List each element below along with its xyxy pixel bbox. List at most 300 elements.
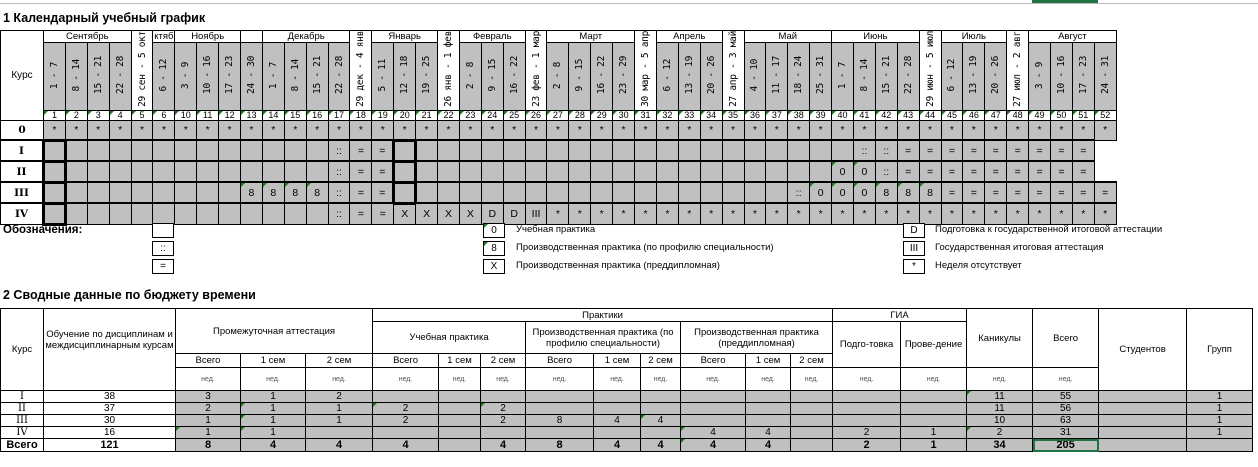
budget-cell[interactable]: 10 <box>967 415 1033 427</box>
schedule-cell[interactable]: * <box>503 120 525 140</box>
schedule-cell[interactable] <box>613 182 635 203</box>
schedule-cell[interactable]: * <box>744 203 766 224</box>
schedule-cell[interactable] <box>262 161 284 182</box>
budget-cell[interactable]: 31 <box>1033 427 1099 439</box>
schedule-cell[interactable]: 8 <box>875 182 897 203</box>
schedule-cell[interactable] <box>766 140 788 161</box>
schedule-cell[interactable]: :: <box>875 140 897 161</box>
schedule-cell[interactable] <box>284 203 306 224</box>
budget-cell[interactable] <box>833 403 901 415</box>
schedule-cell[interactable] <box>525 182 547 203</box>
budget-cell[interactable]: 3 <box>176 391 241 403</box>
schedule-cell[interactable] <box>44 182 66 203</box>
schedule-cell[interactable] <box>197 203 219 224</box>
budget-cell[interactable] <box>641 427 681 439</box>
schedule-cell[interactable] <box>613 161 635 182</box>
schedule-cell[interactable]: * <box>262 120 284 140</box>
budget-cell[interactable]: 4 <box>681 439 746 452</box>
schedule-cell[interactable]: III <box>525 203 547 224</box>
schedule-cell[interactable]: * <box>832 203 854 224</box>
schedule-cell[interactable]: * <box>1007 120 1029 140</box>
schedule-cell[interactable]: * <box>372 120 394 140</box>
schedule-cell[interactable] <box>744 161 766 182</box>
schedule-cell[interactable]: = <box>897 140 919 161</box>
schedule-cell[interactable] <box>241 161 263 182</box>
schedule-cell[interactable]: * <box>613 120 635 140</box>
budget-cell[interactable]: 1 <box>306 403 373 415</box>
budget-cell[interactable]: 56 <box>1033 403 1099 415</box>
schedule-cell[interactable] <box>416 161 438 182</box>
schedule-cell[interactable] <box>547 161 569 182</box>
budget-cell[interactable]: 4 <box>746 427 791 439</box>
budget-cell[interactable]: 2 <box>481 403 526 415</box>
schedule-cell[interactable]: * <box>241 120 263 140</box>
schedule-cell[interactable] <box>591 182 613 203</box>
schedule-cell[interactable] <box>65 140 87 161</box>
schedule-cell[interactable]: 8 <box>919 182 941 203</box>
schedule-cell[interactable] <box>394 182 416 203</box>
schedule-cell[interactable]: = <box>985 182 1007 203</box>
schedule-cell[interactable]: * <box>656 203 678 224</box>
schedule-cell[interactable]: * <box>197 120 219 140</box>
schedule-cell[interactable] <box>503 140 525 161</box>
schedule-cell[interactable]: * <box>766 203 788 224</box>
budget-cell[interactable] <box>1099 439 1187 452</box>
budget-cell[interactable] <box>746 391 791 403</box>
schedule-cell[interactable] <box>766 161 788 182</box>
schedule-cell[interactable]: = <box>1029 182 1051 203</box>
schedule-cell[interactable]: * <box>635 203 657 224</box>
budget-cell[interactable]: 1 <box>306 415 373 427</box>
schedule-cell[interactable]: = <box>963 182 985 203</box>
schedule-cell[interactable]: * <box>306 120 328 140</box>
budget-cell[interactable]: 4 <box>594 415 641 427</box>
budget-cell[interactable] <box>791 415 833 427</box>
schedule-cell[interactable]: * <box>678 120 700 140</box>
schedule-cell[interactable]: = <box>1050 140 1072 161</box>
schedule-cell[interactable] <box>416 182 438 203</box>
schedule-cell[interactable] <box>678 182 700 203</box>
schedule-cell[interactable] <box>219 182 241 203</box>
schedule-cell[interactable] <box>262 140 284 161</box>
budget-cell[interactable]: 4 <box>373 439 439 452</box>
schedule-cell[interactable]: * <box>175 120 197 140</box>
budget-cell[interactable] <box>791 439 833 452</box>
schedule-cell[interactable]: = <box>350 161 372 182</box>
schedule-cell[interactable]: * <box>875 120 897 140</box>
schedule-cell[interactable]: X <box>394 203 416 224</box>
schedule-cell[interactable] <box>394 161 416 182</box>
schedule-cell[interactable]: = <box>941 140 963 161</box>
schedule-cell[interactable]: * <box>897 203 919 224</box>
schedule-cell[interactable] <box>109 203 131 224</box>
schedule-cell[interactable] <box>569 161 591 182</box>
schedule-cell[interactable]: = <box>1007 140 1029 161</box>
schedule-cell[interactable]: * <box>810 203 832 224</box>
budget-cell[interactable]: 1 <box>241 415 306 427</box>
schedule-cell[interactable]: * <box>1094 120 1116 140</box>
budget-cell[interactable] <box>306 427 373 439</box>
schedule-cell[interactable] <box>459 140 481 161</box>
budget-cell[interactable]: 55 <box>1033 391 1099 403</box>
schedule-cell[interactable] <box>109 182 131 203</box>
schedule-cell[interactable]: * <box>153 120 175 140</box>
budget-cell[interactable] <box>1187 439 1253 452</box>
schedule-cell[interactable]: * <box>1050 203 1072 224</box>
schedule-cell[interactable]: 8 <box>262 182 284 203</box>
schedule-cell[interactable] <box>131 203 153 224</box>
schedule-cell[interactable] <box>284 140 306 161</box>
schedule-cell[interactable]: * <box>919 120 941 140</box>
schedule-cell[interactable]: * <box>1072 203 1094 224</box>
schedule-cell[interactable]: * <box>722 120 744 140</box>
schedule-cell[interactable]: * <box>569 120 591 140</box>
schedule-cell[interactable]: * <box>919 203 941 224</box>
schedule-cell[interactable] <box>153 203 175 224</box>
budget-cell[interactable] <box>791 427 833 439</box>
budget-cell[interactable]: 4 <box>306 439 373 452</box>
schedule-cell[interactable]: * <box>569 203 591 224</box>
schedule-cell[interactable]: = <box>1007 182 1029 203</box>
schedule-cell[interactable] <box>481 140 503 161</box>
schedule-cell[interactable]: :: <box>328 182 350 203</box>
schedule-cell[interactable]: = <box>963 161 985 182</box>
budget-cell[interactable] <box>833 391 901 403</box>
budget-cell[interactable] <box>373 391 439 403</box>
schedule-cell[interactable] <box>87 140 109 161</box>
schedule-cell[interactable]: 8 <box>284 182 306 203</box>
budget-cell[interactable]: 34 <box>967 439 1033 452</box>
schedule-cell[interactable] <box>219 203 241 224</box>
budget-cell[interactable]: 1 <box>1187 391 1253 403</box>
schedule-cell[interactable] <box>591 161 613 182</box>
budget-cell[interactable] <box>791 391 833 403</box>
schedule-cell[interactable]: = <box>1050 182 1072 203</box>
schedule-cell[interactable]: * <box>591 203 613 224</box>
budget-cell[interactable] <box>526 391 594 403</box>
schedule-cell[interactable]: * <box>788 120 810 140</box>
schedule-cell[interactable]: 8 <box>241 182 263 203</box>
budget-cell[interactable] <box>901 415 967 427</box>
schedule-cell[interactable] <box>131 161 153 182</box>
schedule-cell[interactable] <box>700 182 722 203</box>
schedule-cell[interactable]: * <box>350 120 372 140</box>
schedule-cell[interactable]: X <box>416 203 438 224</box>
schedule-cell[interactable] <box>65 203 87 224</box>
budget-cell[interactable]: 11 <box>967 403 1033 415</box>
schedule-cell[interactable] <box>656 161 678 182</box>
budget-cell[interactable]: 8 <box>176 439 241 452</box>
budget-cell[interactable]: 8 <box>526 439 594 452</box>
schedule-cell[interactable]: * <box>722 203 744 224</box>
schedule-cell[interactable]: X <box>438 203 460 224</box>
budget-cell[interactable] <box>439 391 481 403</box>
schedule-cell[interactable]: 0 <box>832 161 854 182</box>
schedule-cell[interactable] <box>197 140 219 161</box>
budget-cell[interactable] <box>681 403 746 415</box>
budget-cell[interactable]: 16 <box>44 427 176 439</box>
schedule-cell[interactable]: = <box>941 161 963 182</box>
budget-cell[interactable] <box>526 427 594 439</box>
schedule-cell[interactable] <box>109 140 131 161</box>
budget-cell[interactable] <box>439 415 481 427</box>
schedule-cell[interactable] <box>591 140 613 161</box>
budget-cell[interactable]: 1 <box>1187 403 1253 415</box>
schedule-cell[interactable]: = <box>985 161 1007 182</box>
schedule-cell[interactable] <box>175 161 197 182</box>
schedule-cell[interactable]: = <box>1072 140 1094 161</box>
schedule-cell[interactable]: * <box>438 120 460 140</box>
schedule-cell[interactable] <box>44 140 66 161</box>
budget-cell[interactable] <box>594 403 641 415</box>
schedule-cell[interactable]: * <box>44 120 66 140</box>
budget-cell[interactable]: 2 <box>373 415 439 427</box>
schedule-cell[interactable] <box>569 182 591 203</box>
schedule-cell[interactable]: = <box>1072 182 1094 203</box>
schedule-cell[interactable] <box>175 203 197 224</box>
schedule-cell[interactable] <box>569 140 591 161</box>
schedule-cell[interactable] <box>131 182 153 203</box>
schedule-cell[interactable]: * <box>832 120 854 140</box>
schedule-cell[interactable]: * <box>678 203 700 224</box>
schedule-cell[interactable]: 8 <box>897 182 919 203</box>
schedule-cell[interactable]: = <box>350 182 372 203</box>
schedule-cell[interactable] <box>131 140 153 161</box>
budget-cell[interactable] <box>833 415 901 427</box>
schedule-cell[interactable] <box>613 140 635 161</box>
schedule-cell[interactable]: X <box>459 203 481 224</box>
schedule-cell[interactable] <box>525 140 547 161</box>
schedule-cell[interactable]: * <box>788 203 810 224</box>
budget-cell[interactable]: 4 <box>681 427 746 439</box>
budget-cell[interactable] <box>901 403 967 415</box>
budget-cell[interactable]: 2 <box>833 427 901 439</box>
schedule-cell[interactable] <box>65 182 87 203</box>
schedule-cell[interactable] <box>175 182 197 203</box>
schedule-cell[interactable]: :: <box>328 161 350 182</box>
schedule-cell[interactable]: = <box>897 161 919 182</box>
schedule-cell[interactable]: * <box>328 120 350 140</box>
schedule-cell[interactable]: = <box>941 182 963 203</box>
schedule-cell[interactable] <box>438 182 460 203</box>
schedule-cell[interactable]: = <box>985 140 1007 161</box>
schedule-cell[interactable] <box>153 140 175 161</box>
schedule-cell[interactable] <box>656 182 678 203</box>
schedule-cell[interactable]: * <box>547 120 569 140</box>
schedule-cell[interactable] <box>832 140 854 161</box>
schedule-cell[interactable] <box>65 161 87 182</box>
schedule-cell[interactable] <box>525 161 547 182</box>
budget-cell[interactable] <box>526 403 594 415</box>
schedule-cell[interactable]: = <box>1029 161 1051 182</box>
schedule-cell[interactable]: * <box>853 203 875 224</box>
schedule-cell[interactable] <box>788 161 810 182</box>
schedule-cell[interactable] <box>438 140 460 161</box>
schedule-cell[interactable] <box>547 140 569 161</box>
schedule-cell[interactable]: * <box>1007 203 1029 224</box>
schedule-cell[interactable]: * <box>700 120 722 140</box>
schedule-cell[interactable]: 0 <box>832 182 854 203</box>
budget-cell[interactable]: 1 <box>1187 427 1253 439</box>
schedule-cell[interactable]: * <box>416 120 438 140</box>
schedule-cell[interactable]: * <box>65 120 87 140</box>
schedule-cell[interactable] <box>722 140 744 161</box>
schedule-cell[interactable] <box>197 182 219 203</box>
schedule-cell[interactable]: * <box>766 120 788 140</box>
schedule-cell[interactable] <box>503 182 525 203</box>
budget-cell[interactable]: 121 <box>44 439 176 452</box>
schedule-cell[interactable] <box>394 140 416 161</box>
schedule-cell[interactable] <box>481 182 503 203</box>
schedule-cell[interactable]: * <box>700 203 722 224</box>
schedule-cell[interactable] <box>788 140 810 161</box>
budget-cell[interactable] <box>746 415 791 427</box>
budget-cell[interactable]: 4 <box>641 439 681 452</box>
schedule-cell[interactable]: 0 <box>853 182 875 203</box>
schedule-cell[interactable] <box>700 140 722 161</box>
schedule-cell[interactable]: = <box>372 203 394 224</box>
schedule-cell[interactable] <box>744 182 766 203</box>
schedule-cell[interactable] <box>306 161 328 182</box>
schedule-cell[interactable]: = <box>372 182 394 203</box>
schedule-cell[interactable] <box>175 140 197 161</box>
schedule-cell[interactable]: * <box>131 120 153 140</box>
budget-cell[interactable]: 8 <box>526 415 594 427</box>
budget-cell[interactable]: 63 <box>1033 415 1099 427</box>
budget-cell[interactable]: 2 <box>373 403 439 415</box>
schedule-cell[interactable] <box>87 161 109 182</box>
schedule-cell[interactable]: * <box>963 120 985 140</box>
schedule-cell[interactable]: * <box>941 203 963 224</box>
schedule-cell[interactable]: * <box>284 120 306 140</box>
schedule-cell[interactable]: :: <box>875 161 897 182</box>
schedule-cell[interactable] <box>503 161 525 182</box>
schedule-cell[interactable]: * <box>1094 203 1116 224</box>
schedule-cell[interactable]: * <box>219 120 241 140</box>
budget-cell[interactable]: 1 <box>1187 415 1253 427</box>
schedule-cell[interactable] <box>284 161 306 182</box>
schedule-cell[interactable]: :: <box>328 140 350 161</box>
schedule-cell[interactable]: 0 <box>853 161 875 182</box>
budget-cell[interactable] <box>439 403 481 415</box>
budget-cell[interactable]: 1 <box>176 427 241 439</box>
schedule-cell[interactable]: * <box>744 120 766 140</box>
schedule-cell[interactable]: 8 <box>306 182 328 203</box>
schedule-cell[interactable]: * <box>1072 120 1094 140</box>
schedule-cell[interactable] <box>459 182 481 203</box>
schedule-cell[interactable]: * <box>109 120 131 140</box>
budget-cell[interactable]: 205 <box>1033 439 1099 452</box>
schedule-cell[interactable]: * <box>635 120 657 140</box>
budget-cell[interactable] <box>594 427 641 439</box>
schedule-cell[interactable]: = <box>372 161 394 182</box>
budget-cell[interactable]: 2 <box>833 439 901 452</box>
schedule-cell[interactable]: * <box>810 120 832 140</box>
budget-cell[interactable]: 38 <box>44 391 176 403</box>
budget-cell[interactable] <box>681 391 746 403</box>
schedule-cell[interactable]: = <box>1050 161 1072 182</box>
budget-cell[interactable] <box>481 391 526 403</box>
schedule-cell[interactable] <box>219 140 241 161</box>
schedule-cell[interactable] <box>459 161 481 182</box>
schedule-cell[interactable] <box>241 203 263 224</box>
schedule-cell[interactable]: = <box>350 140 372 161</box>
schedule-cell[interactable]: * <box>525 120 547 140</box>
budget-cell[interactable] <box>1099 403 1187 415</box>
schedule-cell[interactable]: * <box>656 120 678 140</box>
schedule-cell[interactable] <box>766 182 788 203</box>
budget-cell[interactable]: 11 <box>967 391 1033 403</box>
budget-cell[interactable] <box>641 391 681 403</box>
schedule-cell[interactable]: D <box>481 203 503 224</box>
schedule-cell[interactable]: * <box>591 120 613 140</box>
schedule-cell[interactable]: :: <box>853 140 875 161</box>
budget-cell[interactable]: 4 <box>594 439 641 452</box>
schedule-cell[interactable] <box>153 161 175 182</box>
budget-cell[interactable]: 4 <box>481 439 526 452</box>
schedule-cell[interactable] <box>700 161 722 182</box>
schedule-cell[interactable] <box>744 140 766 161</box>
budget-cell[interactable] <box>439 439 481 452</box>
budget-cell[interactable] <box>1099 391 1187 403</box>
schedule-cell[interactable]: * <box>1029 120 1051 140</box>
schedule-cell[interactable]: * <box>875 203 897 224</box>
budget-cell[interactable] <box>481 427 526 439</box>
schedule-cell[interactable] <box>219 161 241 182</box>
schedule-cell[interactable]: = <box>919 140 941 161</box>
schedule-cell[interactable] <box>481 161 503 182</box>
budget-cell[interactable]: 2 <box>967 427 1033 439</box>
budget-cell[interactable] <box>373 427 439 439</box>
schedule-cell[interactable]: * <box>481 120 503 140</box>
budget-cell[interactable]: 37 <box>44 403 176 415</box>
budget-cell[interactable] <box>681 415 746 427</box>
budget-cell[interactable]: 1 <box>241 403 306 415</box>
schedule-cell[interactable]: * <box>547 203 569 224</box>
budget-cell[interactable] <box>641 403 681 415</box>
schedule-cell[interactable]: * <box>1050 120 1072 140</box>
schedule-cell[interactable]: * <box>985 203 1007 224</box>
budget-cell[interactable] <box>439 427 481 439</box>
schedule-cell[interactable]: * <box>613 203 635 224</box>
budget-cell[interactable]: 4 <box>746 439 791 452</box>
budget-cell[interactable]: 30 <box>44 415 176 427</box>
schedule-cell[interactable]: 0 <box>810 182 832 203</box>
schedule-cell[interactable]: D <box>503 203 525 224</box>
budget-cell[interactable]: 1 <box>176 415 241 427</box>
schedule-cell[interactable] <box>635 182 657 203</box>
schedule-cell[interactable]: :: <box>788 182 810 203</box>
budget-cell[interactable]: 4 <box>641 415 681 427</box>
schedule-cell[interactable] <box>306 203 328 224</box>
schedule-cell[interactable] <box>810 140 832 161</box>
budget-cell[interactable]: 2 <box>176 403 241 415</box>
schedule-cell[interactable]: * <box>963 203 985 224</box>
schedule-cell[interactable] <box>722 161 744 182</box>
budget-cell[interactable]: 1 <box>241 427 306 439</box>
schedule-cell[interactable] <box>87 203 109 224</box>
schedule-cell[interactable] <box>241 140 263 161</box>
schedule-cell[interactable]: = <box>919 161 941 182</box>
schedule-cell[interactable] <box>197 161 219 182</box>
budget-cell[interactable]: 2 <box>306 391 373 403</box>
schedule-cell[interactable] <box>306 140 328 161</box>
schedule-cell[interactable] <box>262 203 284 224</box>
schedule-cell[interactable] <box>678 161 700 182</box>
schedule-cell[interactable]: * <box>87 120 109 140</box>
schedule-cell[interactable]: = <box>1007 161 1029 182</box>
schedule-cell[interactable] <box>109 161 131 182</box>
